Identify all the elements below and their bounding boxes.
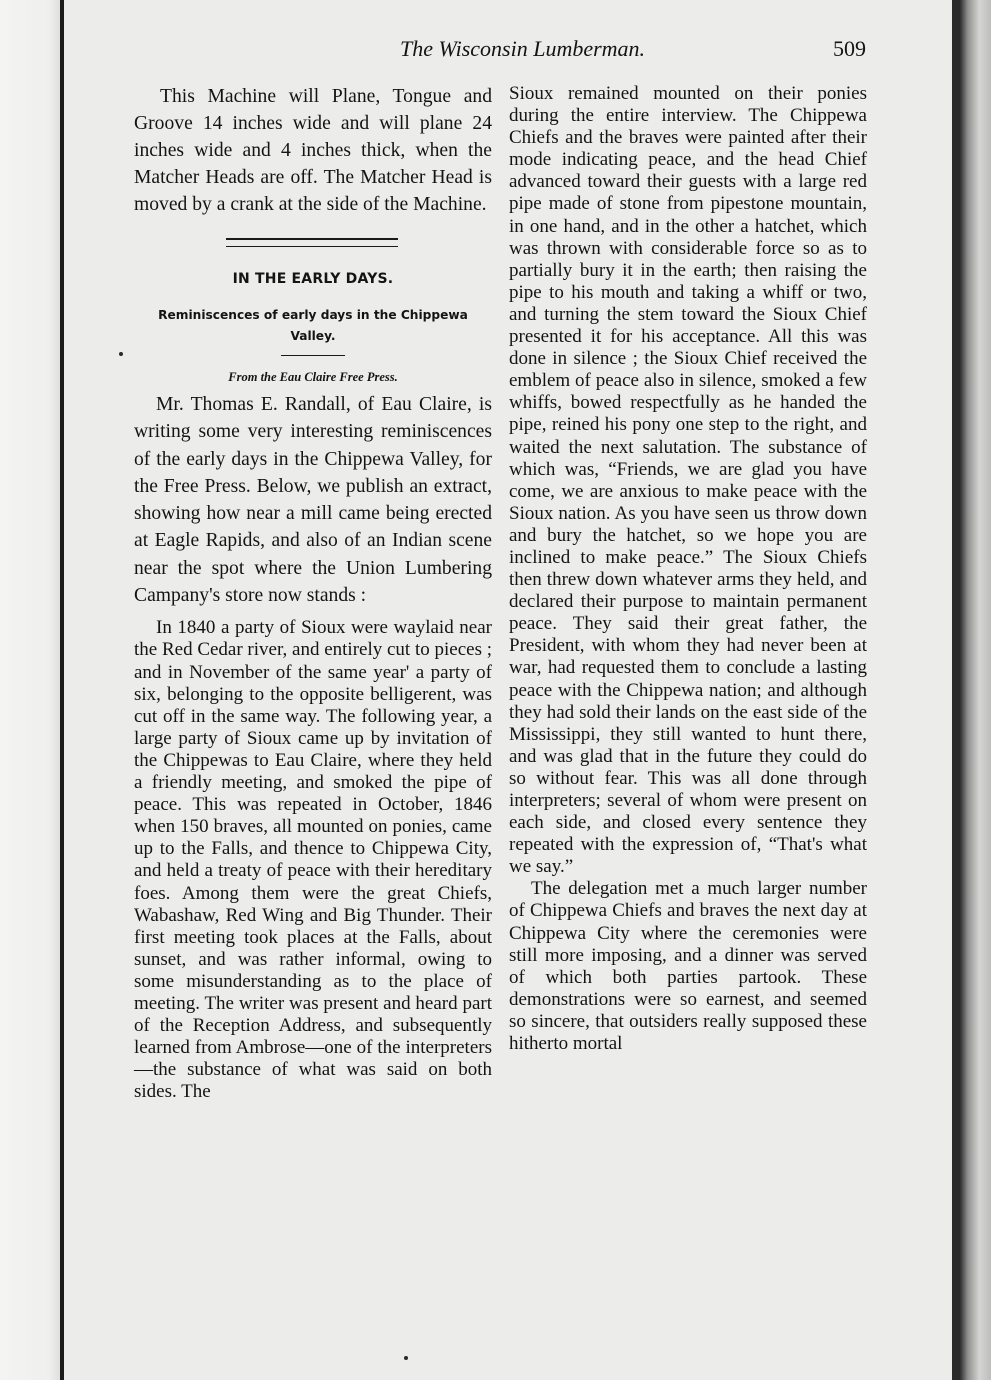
article-paragraph-3: The delegation met a much larger number of Chippewa Chiefs and braves the next day at Chippewa City where the ceremonies were still more imposing, and a dinner was served of which both parties partook. These demonstrations were so earnest, and seemed so sincere, that outsiders really supposed these hitherto mortal <box>509 878 867 1055</box>
article-headline: IN THE EARLY DAYS. <box>232 271 394 287</box>
margin-speck <box>119 352 123 356</box>
machine-advertisement-text: This Machine will Plane, Tongue and Groove 14 inches wide and will plane 24 inches wide and 4 inches thick, when the Matcher Heads are off. The Matcher Head is moved by a crank at the side of the Machine. <box>134 86 492 215</box>
subhead-rule <box>281 355 345 356</box>
page-left-margin <box>0 0 62 1380</box>
left-column <box>134 83 492 1103</box>
margin-speck <box>404 1356 408 1360</box>
running-head: The Wisconsin Lumberman. <box>400 36 646 61</box>
right-column <box>509 83 867 1055</box>
book-gutter-shadow <box>952 0 991 1380</box>
source-credit: From the Eau Claire Free Press. <box>228 370 398 384</box>
article-subhead: Reminiscences of early days in the Chippewa Valley. <box>158 308 468 343</box>
article-paragraph-1: In 1840 a party of Sioux were waylaid near the Red Cedar river, and entirely cut to pieces ; and in November of the same year' a party of six, belonging to the opposite belligerent, was cut off in the same way. The following year, a large party of Sioux came up by invitation of the Chippewas to Eau Claire, where they held a friendly meeting, and smoked the pipe of peace. This was repeated in October, 1846 when 150 braves, all mounted on ponies, came up to the Falls, and thence to Chippewa City, and held a treaty of peace with their hereditary foes. Among them were the great Chiefs, Wabashaw, Red Wing and Big Thunder. Their first meeting took places at the Falls, about sunset, and was rather informal, owing to some misunderstanding as to the place of meeting. The writer was present and heard part of the Reception Address, and subsequently learned from Ambrose—one of the interpreters—the substance of what was said on both sides. The <box>134 617 492 1103</box>
section-divider-rule <box>226 238 398 247</box>
page-number: 509 <box>833 36 866 61</box>
article-intro-paragraph: Mr. Thomas E. Randall, of Eau Claire, is writing some very interesting reminiscences of the early days in the Chippewa Valley, for the Free Press. Below, we publish an extract, showing how near a mill came being erected at Eagle Rapids, and also of an Indian scene near the spot where the Union Lumbering Campany's store now stands : <box>134 394 492 607</box>
article-paragraph-2: Sioux remained mounted on their ponies during the entire interview. The Chippewa Chiefs and the braves were painted after their mode indicating peace, and the head Chief advanced toward their guests with a large red pipe made of stone from pipestone mountain, in one hand, and in the other a hatchet, which was thrown with considerable force so as to partially bury it in the earth; then raising the pipe to his mouth and taking a whiff or two, and turning the stem toward the Sioux Chief presented it for his acceptance. All this was done in silence ; the Sioux Chief received the emblem of peace also in silence, smoked a few whiffs, bowed respectfully as he handed the pipe, reined his pony one step to the right, and waited the next salutation. The substance of which was, “Friends, we are glad you have come, we are anxious to make peace with the Sioux nation. As you have seen us throw down and bury the hatchet, so we hope you are inclined to make peace.” The Sioux Chiefs then threw down whatever arms they held, and declared their purpose to maintain permanent peace. They said their great father, the President, with whom they had never been at war, had requested them to conclude a lasting peace with the Chippewa nation; and although they had sold their lands on the east side of the Mississippi, they still wanted to hunt there, and was glad that in the future they could do so without fear. This was all done through interpreters; several of whom were present on each side, and closed every sentence they repeated with the expression of, “That's what we say.” <box>509 83 867 878</box>
